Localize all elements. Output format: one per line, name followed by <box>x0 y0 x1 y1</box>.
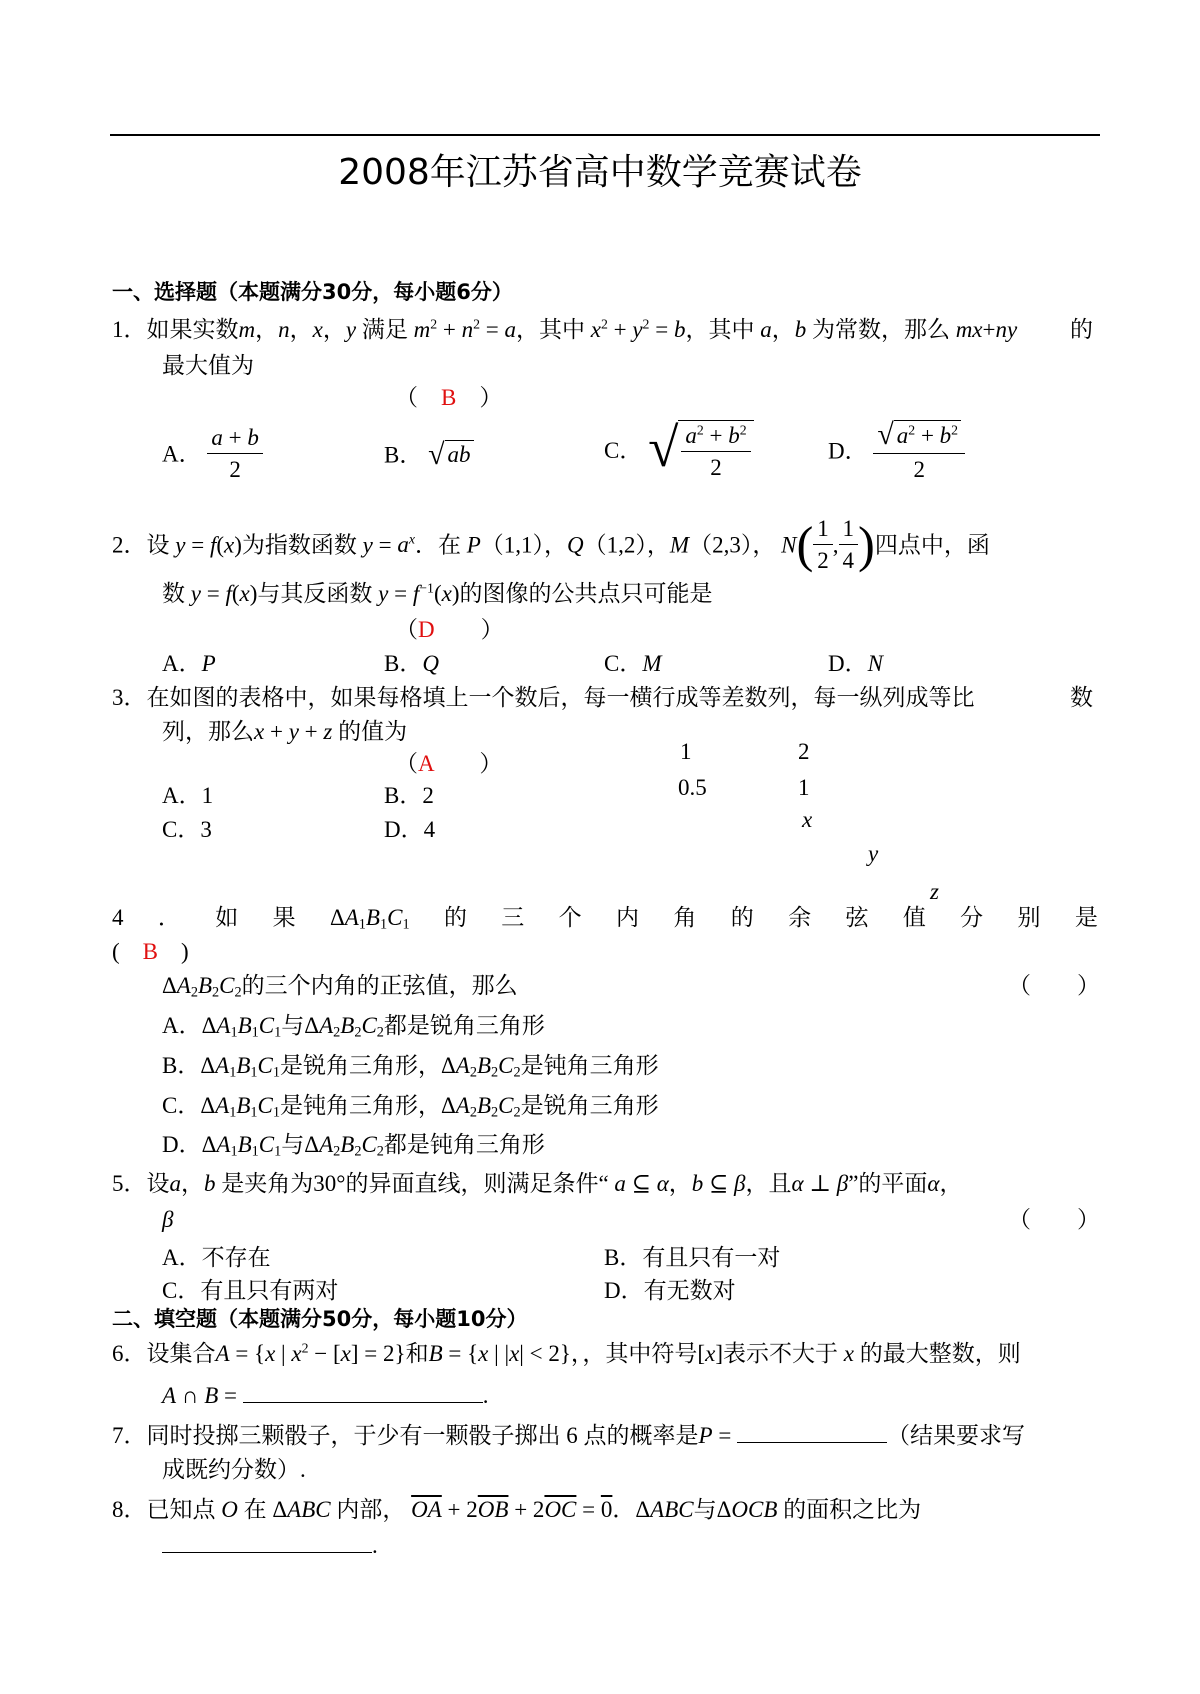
question-2-option-c: C．M <box>604 651 662 676</box>
question-4-line2: $\Delta A_2B_2C_2$的三个内角的正弦值，那么 <box>162 973 518 1001</box>
question-5-option-c: C．有且只有两对 <box>162 1278 339 1303</box>
top-rule <box>110 134 1100 136</box>
page-title: 2008年江苏省高中数学竞赛试卷 <box>338 152 862 193</box>
question-5-option-a: A．不存在 <box>162 1245 271 1270</box>
answer-mark: B <box>142 939 159 964</box>
question-3-answer: （A ） <box>395 751 503 776</box>
question-1-option-c: C． √ $\frac{a^2 + b^2}{2}$ <box>604 420 754 481</box>
question-2-option-b: B．Q <box>384 651 439 676</box>
answer-mark: A <box>418 751 434 776</box>
table-cell-r2c1: 0.5 <box>678 775 707 800</box>
question-2-stem: 2．设 y = f(x)为指数函数 $y = a^x$．在 P（1,1），Q（1,2），M（2,3）， N( $\frac{1}{2}$ , $\frac{1}{4}$ )四点中，函 <box>112 516 990 574</box>
question-5-stem: 5．设a，b 是夹角为30°的异面直线，则满足条件“ a ⊆ α，b ⊆ β，且α ⊥ β”的平面α， <box>112 1171 963 1196</box>
question-2-answer: （D ） <box>395 617 504 642</box>
answer-blank[interactable] <box>162 1552 372 1553</box>
question-4-answer: ( B ) <box>112 939 189 964</box>
table-cell-r1c2: 2 <box>798 739 810 764</box>
question-4-stem: 4 ． 如 果 $\Delta A_1B_1C_1$ 的 三 个 内 角 的 余 弦 值 分 别 是 <box>112 905 1098 933</box>
question-5-blank-paren: （ ） <box>1008 1207 1100 1232</box>
question-7-stem: 7．同时投掷三颗骰子，于少有一颗骰子掷出 6 点的概率是P = （结果要求写 <box>112 1423 1026 1448</box>
question-3-option-a: A．1 <box>162 783 214 808</box>
question-1-stem: 1．如果实数m，n，x，y 满足 $m^2 + n^2 = a$，其中 $x^2 + y^2 = b$，其中 a，b 为常数，那么 mx+ny <box>112 316 1018 342</box>
question-1-answer: （ B ） <box>395 385 503 410</box>
question-8-stem: 8．已知点 O 在 ΔABC 内部， $\overline{OA} + 2\overline{OB} + 2\overline{OC} = 0$．ΔABC与ΔOCB 的面积之比为 <box>112 1497 922 1522</box>
question-8-answer-line: . <box>162 1534 378 1557</box>
question-3-option-b: B．2 <box>384 783 434 808</box>
question-4-option-d: D．$\Delta A_1B_1C_1$与$\Delta A_2B_2C_2$都是钝角三角形 <box>162 1132 545 1160</box>
section-heading-choice: 一、选择题（本题满分30分，每小题6分） <box>112 280 513 304</box>
question-4-option-a: A．$\Delta A_1B_1C_1$与$\Delta A_2B_2C_2$都是锐角三角形 <box>162 1013 545 1041</box>
question-1-line2: 最大值为 <box>162 353 254 378</box>
question-4-option-b: B．$\Delta A_1B_1C_1$是锐角三角形，$\Delta A_2B_2C_2$是钝角三角形 <box>162 1053 659 1081</box>
question-5-option-b: B．有且只有一对 <box>604 1245 781 1270</box>
question-3-option-d: D．4 <box>384 817 436 842</box>
answer-blank[interactable] <box>243 1402 483 1403</box>
table-cell-z: z <box>930 879 939 904</box>
section-heading-fill: 二、填空题（本题满分50分，每小题10分） <box>112 1307 528 1331</box>
question-6-stem: 6．设集合A = {x | $x^2 - [x] = 2$}和B = {x | |x| < 2}，，其中符号[x]表示不大于 x 的最大整数，则 <box>112 1340 1021 1366</box>
answer-mark: B <box>441 385 457 410</box>
table-cell-x: x <box>802 807 813 832</box>
answer-mark: D <box>418 617 435 642</box>
table-cell-r1c1: 1 <box>680 739 692 764</box>
question-5-beta: β <box>162 1207 174 1232</box>
table-cell-y: y <box>868 841 879 866</box>
question-3-option-c: C．3 <box>162 817 212 842</box>
question-4-blank-paren: （ ） <box>1008 973 1100 998</box>
table-cell-r2c2: 1 <box>798 775 810 800</box>
question-1-option-a: A． $\frac{a + b}{2}$ <box>162 425 263 483</box>
question-4-option-c: C．$\Delta A_1B_1C_1$是钝角三角形，$\Delta A_2B_2C_2$是锐角三角形 <box>162 1093 659 1121</box>
question-5-option-d: D．有无数对 <box>604 1278 736 1303</box>
question-3-line2: 列，那么x + y + z 的值为 <box>162 719 408 744</box>
question-3-stem-end: 数 <box>1070 685 1093 710</box>
question-1-option-d: D． √ $a^2 + b^2$ 2 <box>828 420 965 482</box>
question-1-option-b: B． √ ab <box>384 440 474 470</box>
question-7-line2: 成既约分数）. <box>162 1457 306 1482</box>
question-2-option-a: A．P <box>162 651 216 676</box>
question-2-option-d: D．N <box>828 651 883 676</box>
question-3-stem: 3．在如图的表格中，如果每格填上一个数后，每一横行成等差数列，每一纵列成等比 <box>112 685 975 710</box>
question-1-stem-end: 的 <box>1070 317 1093 342</box>
question-6-answer-line: A ∩ B = . <box>162 1383 489 1408</box>
question-2-line2: 数 y = f(x)与其反函数 $y = f^{-1}(x)$的图像的公共点只可能是 <box>162 580 713 606</box>
answer-blank[interactable] <box>737 1442 887 1443</box>
